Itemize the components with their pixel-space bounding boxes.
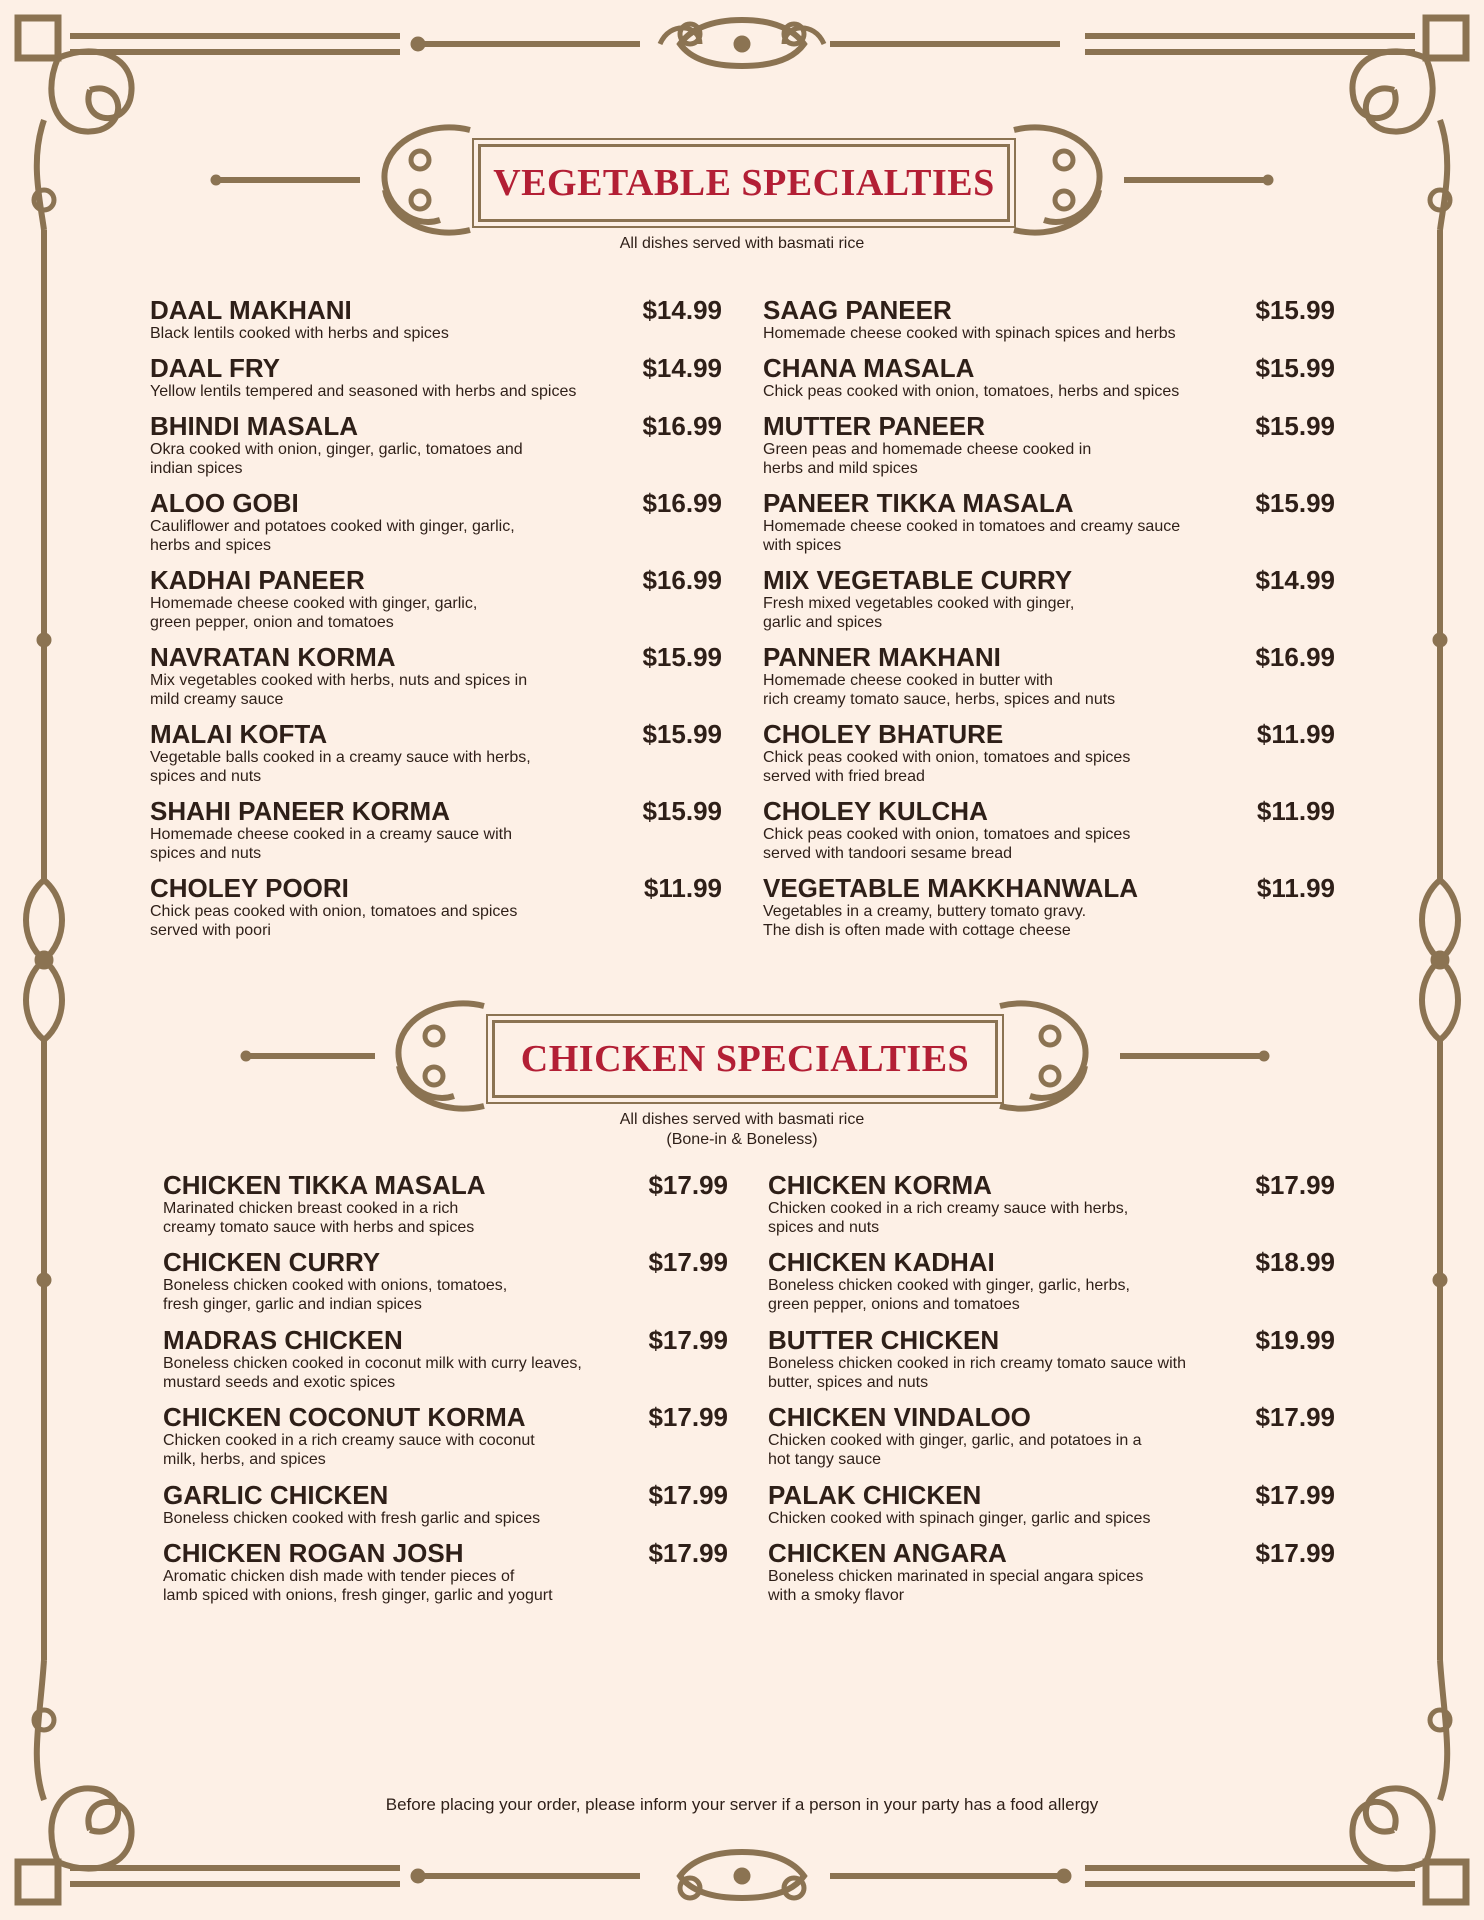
- menu-item-price: $17.99: [1255, 1480, 1335, 1510]
- menu-item-price: $15.99: [1255, 488, 1335, 518]
- menu-item-description: Vegetable balls cooked in a creamy sauce with herbs, spices and nuts: [150, 749, 531, 785]
- veg-right-column: [763, 296, 1335, 951]
- menu-item-price: $11.99: [1256, 719, 1335, 749]
- menu-item-description: Okra cooked with onion, ginger, garlic, tomatoes and indian spices: [150, 441, 523, 477]
- menu-item: [150, 720, 722, 797]
- top-center-flourish: [660, 20, 824, 66]
- menu-item-price: $17.99: [648, 1170, 728, 1200]
- veg-title: VEGETABLE SPECIALTIES: [493, 162, 995, 204]
- menu-item-description: Chick peas cooked with onion, tomatoes and spices served with poori: [150, 903, 518, 939]
- chicken-right-column: [768, 1171, 1335, 1616]
- menu-item-description: Boneless chicken cooked with fresh garlic and spices: [163, 1510, 541, 1527]
- menu-item-name: SAAG PANEER: [763, 295, 952, 325]
- menu-item: [768, 1539, 1335, 1616]
- menu-item-name: DAAL FRY: [150, 353, 280, 383]
- menu-item-price: $17.99: [648, 1325, 728, 1355]
- menu-item-name: PANEER TIKKA MASALA: [763, 488, 1074, 518]
- menu-item-price: $15.99: [1255, 353, 1335, 383]
- menu-item: [763, 797, 1335, 874]
- menu-item: [150, 566, 722, 643]
- menu-item-name: CHOLEY BHATURE: [763, 719, 1004, 749]
- menu-item-description: Homemade cheese cooked in butter with rich creamy tomato sauce, herbs, spices and nuts: [763, 672, 1116, 708]
- menu-item-price: $15.99: [642, 642, 722, 672]
- menu-item-name: CHOLEY KULCHA: [763, 796, 988, 826]
- menu-item: [163, 1539, 728, 1616]
- menu-item-description: Boneless chicken cooked with ginger, garlic, herbs, green pepper, onions and tomatoes: [768, 1277, 1130, 1313]
- menu-item-price: $17.99: [1255, 1538, 1335, 1568]
- menu-item: [150, 874, 722, 951]
- menu-item-price: $11.99: [643, 873, 722, 903]
- menu-item-name: MIX VEGETABLE CURRY: [763, 565, 1073, 595]
- menu-item-price: $16.99: [1255, 642, 1335, 672]
- menu-item-price: $17.99: [1255, 1170, 1335, 1200]
- menu-item-name: SHAHI PANEER KORMA: [150, 796, 450, 826]
- menu-item-price: $11.99: [1256, 796, 1335, 826]
- menu-item-description: Black lentils cooked with herbs and spices: [150, 325, 449, 342]
- veg-subtitle: All dishes served with basmati rice: [619, 235, 865, 252]
- menu-item-description: Yellow lentils tempered and seasoned with herbs and spices: [150, 383, 577, 400]
- menu-item-description: Chicken cooked in a rich creamy sauce with coconut milk, herbs, and spices: [163, 1432, 535, 1468]
- menu-item: [768, 1403, 1335, 1481]
- menu-item: [163, 1403, 728, 1481]
- menu-item-description: Homemade cheese cooked with ginger, garlic, green pepper, onion and tomatoes: [150, 595, 478, 631]
- menu-item: [163, 1326, 728, 1403]
- menu-item-description: Green peas and homemade cheese cooked in herbs and mild spices: [763, 441, 1092, 477]
- menu-item-description: Fresh mixed vegetables cooked with ginger, garlic and spices: [763, 595, 1075, 631]
- menu-item-price: $17.99: [648, 1538, 728, 1568]
- menu-item: [768, 1248, 1335, 1326]
- menu-item-price: $16.99: [642, 565, 722, 595]
- menu-item: [763, 354, 1335, 412]
- menu-item-price: $17.99: [648, 1480, 728, 1510]
- menu-item-description: Chicken cooked with ginger, garlic, and potatoes in a hot tangy sauce: [768, 1432, 1142, 1468]
- menu-item-description: Chicken cooked in a rich creamy sauce with herbs, spices and nuts: [768, 1200, 1129, 1236]
- menu-item: [150, 643, 722, 720]
- menu-item-price: $14.99: [642, 295, 722, 325]
- menu-item-price: $14.99: [1255, 565, 1335, 595]
- menu-item-description: Chicken cooked with spinach ginger, garlic and spices: [768, 1510, 1151, 1527]
- menu-item-name: BUTTER CHICKEN: [768, 1325, 1000, 1355]
- menu-item-description: Cauliflower and potatoes cooked with ginger, garlic, herbs and spices: [150, 518, 515, 554]
- menu-item-description: Aromatic chicken dish made with tender pieces of lamb spiced with onions, fresh ginger, garlic and yogurt: [163, 1568, 553, 1604]
- menu-item-name: CHICKEN ROGAN JOSH: [163, 1538, 464, 1568]
- menu-item-name: CHICKEN KORMA: [768, 1170, 992, 1200]
- menu-item-description: Mix vegetables cooked with herbs, nuts and spices in mild creamy sauce: [150, 672, 528, 708]
- menu-item-description: Homemade cheese cooked in tomatoes and creamy sauce with spices: [763, 518, 1181, 554]
- menu-item: [150, 296, 722, 354]
- chicken-title: CHICKEN SPECIALTIES: [520, 1038, 970, 1080]
- menu-item-price: $17.99: [1255, 1402, 1335, 1432]
- menu-item-price: $16.99: [642, 411, 722, 441]
- menu-item-name: ALOO GOBI: [150, 488, 299, 518]
- menu-item-price: $17.99: [648, 1402, 728, 1432]
- menu-item-name: CHICKEN CURRY: [163, 1247, 381, 1277]
- menu-item-description: Vegetables in a creamy, buttery tomato gravy. The dish is often made with cottage cheese: [763, 903, 1087, 939]
- menu-item-price: $15.99: [1255, 295, 1335, 325]
- right-mid-flourish: [1422, 880, 1458, 1040]
- menu-item-description: Homemade cheese cooked in a creamy sauce with spices and nuts: [150, 826, 512, 862]
- menu-item-price: $18.99: [1255, 1247, 1335, 1277]
- menu-item-description: Boneless chicken cooked in coconut milk with curry leaves, mustard seeds and exotic spices: [163, 1355, 582, 1391]
- menu-item-description: Chick peas cooked with onion, tomatoes and spices served with tandoori sesame bread: [763, 826, 1131, 862]
- chicken-left-column: [163, 1171, 728, 1616]
- menu-item-name: VEGETABLE MAKKHANWALA: [763, 873, 1139, 903]
- menu-item: [763, 566, 1335, 643]
- menu-item-name: PANNER MAKHANI: [763, 642, 1001, 672]
- menu-item-name: CHICKEN ANGARA: [768, 1538, 1007, 1568]
- menu-item: [150, 412, 722, 489]
- menu-item-name: MALAI KOFTA: [150, 719, 328, 749]
- menu-item-description: Boneless chicken cooked with onions, tomatoes, fresh ginger, garlic and indian spices: [163, 1277, 508, 1313]
- menu-item-name: DAAL MAKHANI: [150, 295, 352, 325]
- menu-item-name: CHOLEY POORI: [150, 873, 349, 903]
- menu-item-name: CHICKEN COCONUT KORMA: [163, 1402, 526, 1432]
- menu-item-description: Boneless chicken marinated in special angara spices with a smoky flavor: [768, 1568, 1144, 1604]
- menu-item: [763, 489, 1335, 566]
- menu-item: [763, 296, 1335, 354]
- menu-item: [163, 1171, 728, 1248]
- veg-left-column: [150, 296, 722, 951]
- menu-item-description: Marinated chicken breast cooked in a rich creamy tomato sauce with herbs and spices: [163, 1200, 475, 1236]
- menu-item: [763, 412, 1335, 489]
- menu-item: [150, 797, 722, 874]
- menu-item: [763, 874, 1335, 951]
- menu-item-description: Chick peas cooked with onion, tomatoes, herbs and spices: [763, 383, 1180, 400]
- menu-item-description: Chick peas cooked with onion, tomatoes and spices served with fried bread: [763, 749, 1131, 785]
- menu-item: [163, 1248, 728, 1326]
- menu-item-name: CHICKEN VINDALOO: [768, 1402, 1031, 1432]
- menu-item-price: $15.99: [642, 719, 722, 749]
- menu-item-price: $17.99: [648, 1247, 728, 1277]
- menu-item: [763, 720, 1335, 797]
- chicken-subtitle-2: (Bone-in & Boneless): [666, 1131, 818, 1148]
- chicken-title-box: [492, 1020, 998, 1098]
- menu-item-name: CHICKEN TIKKA MASALA: [163, 1170, 486, 1200]
- menu-item-name: GARLIC CHICKEN: [163, 1480, 389, 1510]
- menu-item: [150, 354, 722, 412]
- left-mid-flourish: [26, 880, 62, 1040]
- menu-item-description: Homemade cheese cooked with spinach spices and herbs: [763, 325, 1176, 342]
- menu-item: [150, 489, 722, 566]
- veg-title-box: [478, 144, 1010, 222]
- menu-item: [768, 1326, 1335, 1403]
- menu-item-name: MADRAS CHICKEN: [163, 1325, 403, 1355]
- menu-item-name: MUTTER PANEER: [763, 411, 985, 441]
- menu-item-price: $15.99: [1255, 411, 1335, 441]
- menu-item-price: $19.99: [1255, 1325, 1335, 1355]
- menu-item-price: $16.99: [642, 488, 722, 518]
- menu-item-name: PALAK CHICKEN: [768, 1480, 982, 1510]
- bottom-center-flourish: [680, 1852, 804, 1898]
- menu-item: [763, 643, 1335, 720]
- menu-item: [163, 1481, 728, 1539]
- menu-item-price: $14.99: [642, 353, 722, 383]
- menu-item-name: KADHAI PANEER: [150, 565, 365, 595]
- menu-item: [768, 1171, 1335, 1248]
- menu-item-name: CHANA MASALA: [763, 353, 975, 383]
- menu-item: [768, 1481, 1335, 1539]
- menu-item-price: $15.99: [642, 796, 722, 826]
- menu-item-name: NAVRATAN KORMA: [150, 642, 396, 672]
- menu-item-name: BHINDI MASALA: [150, 411, 358, 441]
- menu-item-price: $11.99: [1256, 873, 1335, 903]
- chicken-subtitle: All dishes served with basmati rice: [619, 1111, 865, 1128]
- menu-item-description: Boneless chicken cooked in rich creamy tomato sauce with butter, spices and nuts: [768, 1355, 1186, 1391]
- menu-item-name: CHICKEN KADHAI: [768, 1247, 995, 1277]
- allergy-notice: Before placing your order, please inform your server if a person in your party has a food allergy: [385, 1795, 1099, 1814]
